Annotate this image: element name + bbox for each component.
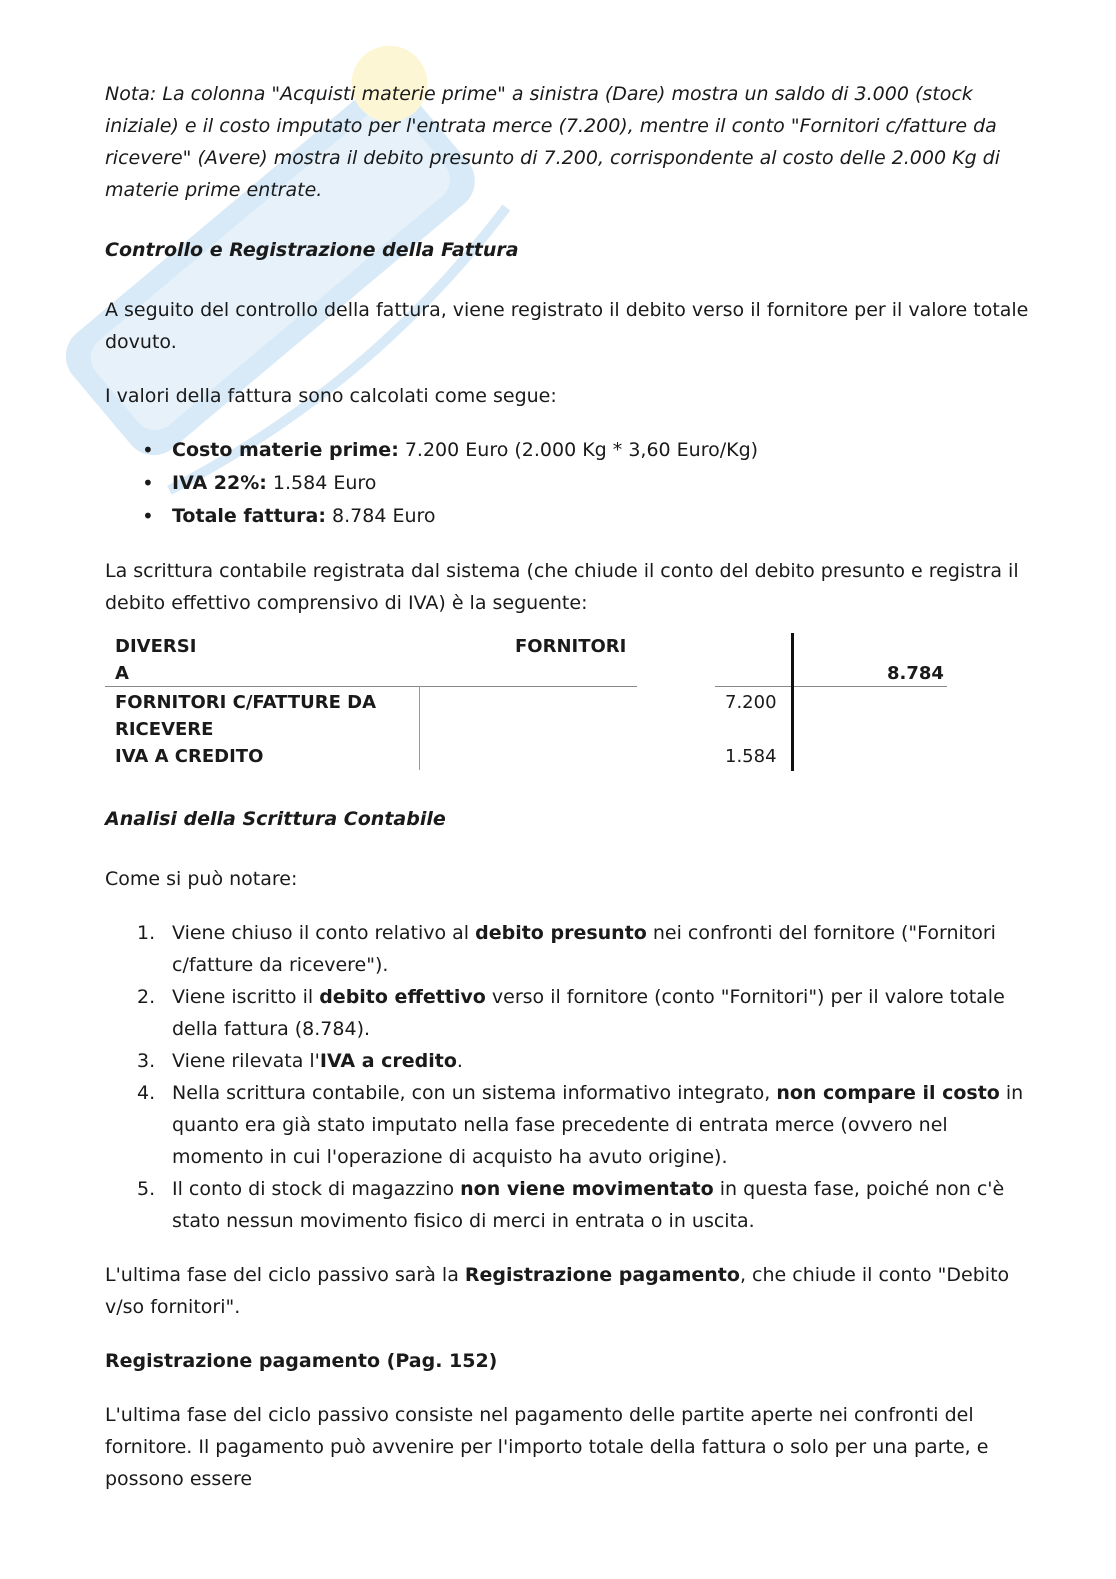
section1-paragraph: A seguito del controllo della fattura, viene registrato il debito verso il fornitore per il valore totale dovuto. bbox=[105, 299, 1029, 353]
journal-row1-amount: 7.200 bbox=[725, 692, 777, 713]
note-paragraph: Nota: La colonna "Acquisti materie prime" a sinistra (Dare) mostra un saldo di 3.000 (stock iniziale) e il costo imputato per l'entrata merce (7.200), mentre il conto "Fornitori c/fatture da ricevere" (Avere) mostra il debito presunto di 7.200, corrispondente al costo delle 2.000 Kg di materie prime entrate. bbox=[105, 83, 1001, 201]
list-item: • Totale fattura: 8.784 Euro bbox=[172, 500, 1035, 533]
calc-list bbox=[105, 434, 1035, 533]
journal-row2-account: IVA A CREDITO bbox=[115, 746, 264, 767]
closing-paragraph: L'ultima fase del ciclo passivo sarà la Registrazione pagamento, che chiude il conto "Debito v/so fornitori". bbox=[105, 1264, 1010, 1318]
divider bbox=[105, 686, 637, 687]
list-item: 3. Viene rilevata l'IVA a credito. bbox=[137, 1050, 463, 1072]
list-item: • IVA 22%: 1.584 Euro bbox=[172, 467, 1035, 500]
journal-a: A bbox=[115, 663, 129, 684]
journal-entry bbox=[105, 633, 1035, 803]
section2-intro: Come si può notare: bbox=[105, 868, 298, 890]
list-item: • Costo materie prime: 7.200 Euro (2.000 Kg * 3,60 Euro/Kg) bbox=[172, 434, 1035, 467]
section-title-analisi: Analisi della Scrittura Contabile bbox=[105, 808, 446, 830]
section3-paragraph: L'ultima fase del ciclo passivo consiste nel pagamento delle partite aperte nei confronti del fornitore. Il pagamento può avvenire per l'importo totale della fattura o solo per una parte, e possono essere bbox=[105, 1404, 989, 1490]
journal-row2-amount: 1.584 bbox=[725, 746, 777, 767]
list-item: 5. Il conto di stock di magazzino non viene movimentato in questa fase, poiché non c'è stato nessun movimento fisico di merci in entrata o in uscita. bbox=[137, 1178, 1005, 1232]
document-page bbox=[105, 78, 1035, 1495]
section-title-pagamento: Registrazione pagamento (Pag. 152) bbox=[105, 1350, 498, 1372]
analysis-list bbox=[105, 917, 1035, 1237]
journal-diversi: DIVERSI bbox=[115, 636, 197, 657]
calc-intro: I valori della fattura sono calcolati come segue: bbox=[105, 385, 557, 407]
journal-row1-account-cont: RICEVERE bbox=[115, 719, 214, 740]
divider bbox=[419, 686, 420, 770]
divider bbox=[791, 633, 794, 771]
list-item: 2. Viene iscritto il debito effettivo verso il fornitore (conto "Fornitori") per il valore totale della fattura (8.784). bbox=[137, 986, 1005, 1040]
divider bbox=[715, 686, 947, 687]
list-item: 1. Viene chiuso il conto relativo al debito presunto nei confronti del fornitore ("Fornitori c/fatture da ricevere"). bbox=[137, 922, 996, 976]
section-title-controllo: Controllo e Registrazione della Fattura bbox=[105, 239, 519, 261]
journal-total: 8.784 bbox=[887, 663, 944, 684]
journal-fornitori: FORNITORI bbox=[515, 636, 627, 657]
journal-row1-account: FORNITORI C/FATTURE DA bbox=[115, 692, 377, 713]
list-item: 4. Nella scrittura contabile, con un sistema informativo integrato, non compare il costo in quanto era già stato imputato nella fase precedente di entrata merce (ovvero nel momento in cui l'operazione di acquisto ha avuto origine). bbox=[137, 1082, 1024, 1168]
entry-intro: La scrittura contabile registrata dal sistema (che chiude il conto del debito presunto e registra il debito effettivo comprensivo di IVA) è la seguente: bbox=[105, 560, 1019, 614]
